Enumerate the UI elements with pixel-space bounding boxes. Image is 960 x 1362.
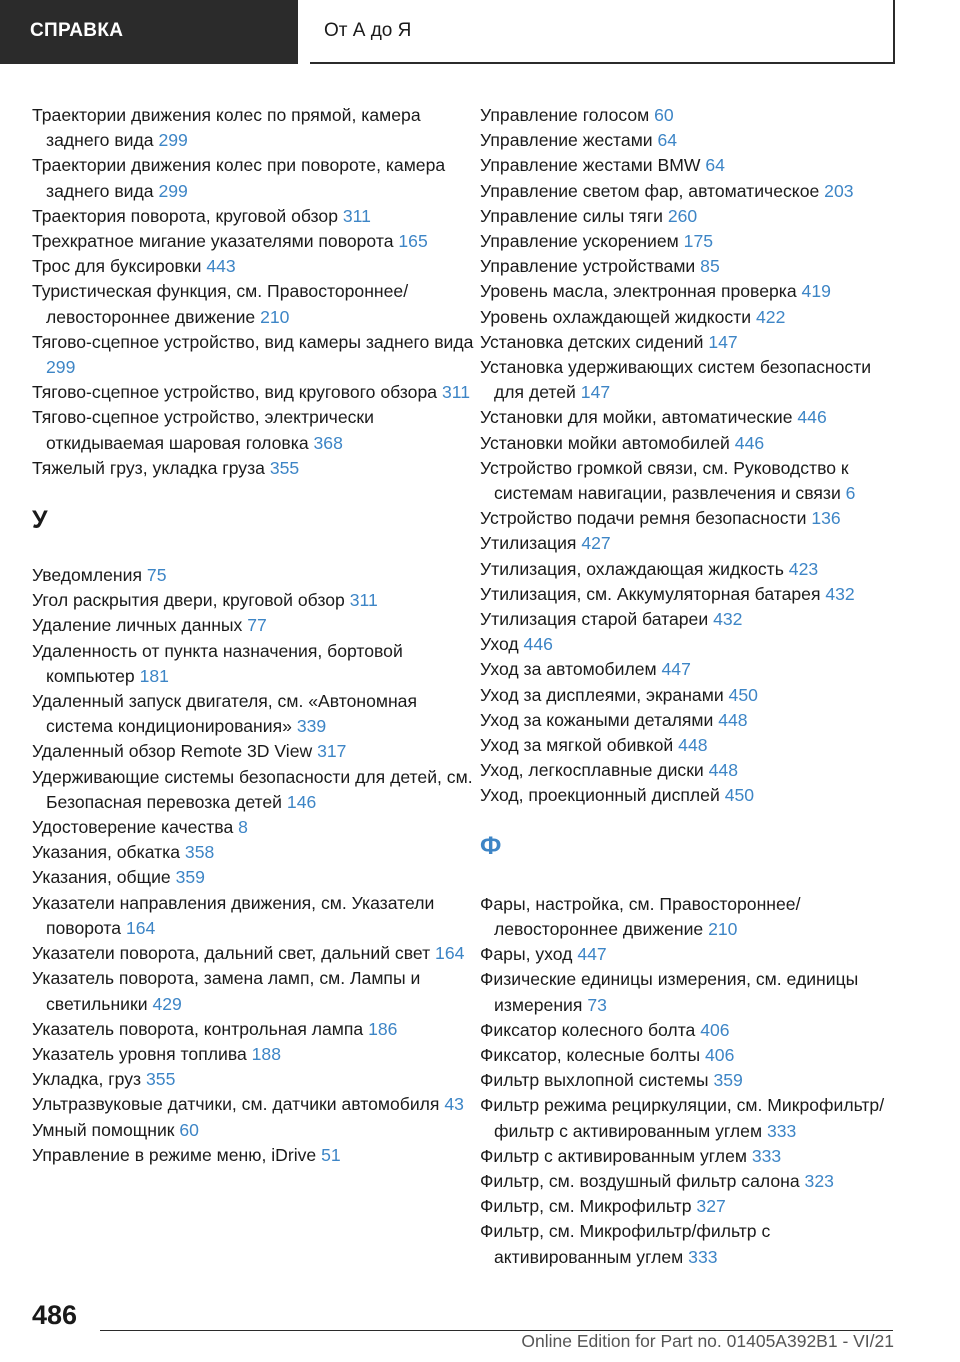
page-link[interactable]: 311 [342, 205, 371, 226]
index-entry-text: Указатели направления движения, см. Указатели поворота [32, 892, 435, 938]
page-link[interactable]: 406 [705, 1044, 735, 1065]
page-link[interactable]: 299 [46, 357, 76, 378]
page-link[interactable]: 203 [824, 180, 854, 201]
page-link[interactable]: 260 [667, 205, 698, 226]
index-entry [32, 1092, 477, 1117]
index-group-t [32, 103, 477, 481]
page-link[interactable]: 51 [321, 1144, 341, 1165]
index-entry-text: Уровень масла, электронная проверка [480, 281, 797, 302]
index-entry [32, 1042, 477, 1067]
index-entry-text: Уровень охлаждающей жидкости [480, 306, 752, 327]
index-entry-text: Удерживающие системы безопасности для детей, см. Безопасная перевозка детей [32, 766, 473, 812]
index-entry-text: Фары, настройка, см. Правостороннее/левостороннее движение [480, 893, 801, 939]
page-link[interactable]: 359 [175, 867, 205, 888]
page-link[interactable]: 165 [398, 231, 428, 252]
index-entry [32, 380, 477, 405]
index-entry-text: Управление жестами BMW [480, 155, 701, 176]
index-entry-text: Указатель уровня топлива [32, 1043, 247, 1064]
page-link[interactable]: 64 [657, 130, 678, 151]
index-entry-text: Траектории движения колес по прямой, камера заднего вида [32, 105, 421, 151]
index-entry-text: Установка удерживающих систем безопасности для детей [480, 357, 872, 403]
index-entry [32, 966, 477, 1016]
index-entry-text: Уход [480, 634, 519, 655]
subsection-tab [310, 0, 895, 64]
index-entry-text: Утилизация, см. Аккумуляторная батарея [480, 583, 821, 604]
index-entry [480, 179, 900, 204]
index-entry [480, 355, 900, 405]
index-entry-text: Уход за дисплеями, экранами [480, 684, 724, 705]
index-entry-text: Траектории движения колес при повороте, камера заднего вида [32, 155, 446, 201]
index-entry [32, 941, 477, 966]
page-link[interactable]: 443 [206, 256, 236, 277]
index-entry-text: Уход, проекционный дисплей [480, 785, 720, 806]
index-entry [480, 254, 900, 279]
page-link[interactable]: 368 [313, 432, 343, 453]
index-entry [480, 892, 900, 942]
index-entry-text: Устройство подачи ремня безопасности [480, 508, 807, 529]
index-entry [480, 1068, 900, 1093]
page-link[interactable]: 60 [179, 1119, 199, 1140]
page-link[interactable]: 359 [713, 1070, 743, 1091]
index-entry-text: Утилизация, охлаждающая жидкость [480, 558, 784, 579]
index-entry [32, 229, 477, 254]
page-link[interactable]: 6 [845, 483, 856, 504]
index-entry [480, 506, 900, 531]
index-letter-f: Ф [480, 831, 502, 860]
page-link[interactable]: 358 [184, 842, 215, 863]
index-entry [480, 531, 900, 556]
index-entry [32, 1067, 477, 1092]
page-link[interactable]: 447 [661, 659, 691, 680]
page-link[interactable]: 181 [139, 665, 169, 686]
index-entry [32, 1143, 477, 1168]
index-entry-text: Уход за автомобилем [480, 659, 657, 680]
index-entry [480, 657, 900, 682]
index-entry-text: Указания, общие [32, 867, 171, 888]
index-entry-text: Управление силы тяги [480, 205, 663, 226]
index-entry [32, 254, 477, 279]
index-entry [32, 330, 477, 380]
page-link[interactable]: 147 [580, 382, 611, 403]
index-entry [32, 153, 477, 203]
index-entry [480, 153, 900, 178]
index-entry-text: Установки для мойки, автоматические [480, 407, 793, 428]
index-entry-text: Ультразвуковые датчики, см. датчики автомобиля [32, 1094, 440, 1115]
index-entry-text: Управление устройствами [480, 256, 696, 277]
index-entry-text: Указания, обкатка [32, 842, 181, 863]
index-entry [32, 563, 477, 588]
index-entry [32, 456, 477, 481]
page-link[interactable]: 333 [751, 1145, 782, 1166]
index-entry [480, 632, 900, 657]
index-entry-text: Фильтр с активированным углем [480, 1145, 747, 1166]
index-entry [32, 840, 477, 865]
index-entry [32, 1118, 477, 1143]
page-link[interactable]: 333 [766, 1120, 797, 1141]
index-entry [480, 103, 900, 128]
page-link[interactable]: 422 [756, 306, 786, 327]
page-link[interactable]: 327 [696, 1196, 726, 1217]
index-entry [480, 330, 900, 355]
page-link[interactable]: 423 [788, 558, 819, 579]
index-entry [32, 588, 477, 613]
page-link[interactable]: 448 [718, 709, 748, 730]
index-entry-text: Устройство громкой связи, см. Руководство к системам навигации, развлечения и связи [480, 457, 849, 504]
page-link[interactable]: 429 [152, 993, 182, 1014]
index-entry-text: Утилизация [480, 533, 577, 554]
index-entry-text: Тяжелый груз, укладка груза [32, 457, 265, 478]
index-entry-text: Управление светом фар, автоматическое [480, 180, 820, 201]
page-link[interactable]: 299 [158, 180, 188, 201]
page-link[interactable]: 450 [724, 785, 755, 806]
page-link[interactable]: 432 [713, 609, 743, 630]
index-entry-text: Установка детских сидений [480, 331, 704, 352]
page-link[interactable]: 164 [435, 943, 465, 964]
index-entry [32, 815, 477, 840]
index-entry [32, 103, 477, 153]
index-entry-text: Трехкратное мигание указателями поворота [32, 231, 394, 252]
index-entry-text: Физические единицы измерения, см. единицы измерения [480, 969, 859, 1015]
index-entry [480, 229, 900, 254]
index-entry [32, 765, 477, 815]
page-link[interactable]: 77 [247, 615, 267, 636]
page-link[interactable]: 299 [158, 130, 188, 151]
index-entry-text: Укладка, груз [32, 1069, 142, 1090]
index-entry-text: Фильтр режима рециркуляции, см. Микрофильтр/фильтр с активированным углем [480, 1095, 885, 1141]
index-group-u-continued [480, 103, 900, 809]
index-entry-text: Удостоверение качества [32, 817, 234, 838]
index-entry-text: Фильтр, см. Микрофильтр/фильтр с активированным углем [480, 1221, 771, 1267]
page-number: 486 [32, 1300, 78, 1330]
index-entry [480, 405, 900, 430]
index-entry [480, 305, 900, 330]
index-entry-text: Фильтр выхлопной системы [480, 1070, 709, 1091]
index-column-left [32, 103, 477, 1168]
index-entry [480, 942, 900, 967]
page-link[interactable]: 448 [708, 760, 738, 781]
index-entry-text: Удаление личных данных [32, 615, 243, 636]
page-link[interactable]: 85 [700, 256, 720, 277]
index-entry-text: Удаленный обзор Remote 3D View [32, 741, 313, 762]
edition-note: Online Edition for Part no. 01405A392B1 - VI/21 [521, 1331, 894, 1351]
index-entry-text: Уход, легкосплавные диски [480, 760, 704, 781]
index-entry-text: Фильтр, см. Микрофильтр [480, 1196, 692, 1217]
index-entry-text: Уход за мягкой обивкой [480, 735, 674, 756]
page-link[interactable]: 446 [734, 432, 765, 453]
index-entry [480, 683, 900, 708]
index-entry-text: Управление голосом [480, 105, 650, 125]
page-link[interactable]: 210 [708, 918, 738, 939]
index-entry [480, 204, 900, 229]
index-entry-text: Угол раскрытия двери, круговой обзор [32, 590, 345, 611]
index-entry [480, 967, 900, 1017]
page-link[interactable]: 355 [269, 457, 300, 478]
page-link[interactable]: 446 [523, 634, 553, 655]
section-title: СПРАВКА [30, 20, 124, 41]
index-column-right [480, 103, 900, 1270]
page-link[interactable]: 427 [581, 533, 611, 554]
index-entry [480, 1093, 900, 1143]
index-entry-text: Управление в режиме меню, iDrive [32, 1144, 317, 1165]
index-entry-text: Фары, уход [480, 944, 573, 965]
index-entry [480, 1194, 900, 1219]
page-link[interactable]: 147 [708, 331, 738, 352]
index-entry [32, 279, 477, 329]
index-entry-text: Фильтр, см. воздушный фильтр салона [480, 1170, 800, 1191]
page-link[interactable]: 419 [801, 281, 831, 302]
index-entry-text: Указатели поворота, дальний свет, дальний свет [32, 943, 431, 964]
page-link[interactable]: 186 [368, 1018, 398, 1039]
index-entry [480, 1219, 900, 1269]
index-entry-text: Установки мойки автомобилей [480, 432, 730, 453]
page-link[interactable]: 317 [317, 741, 347, 762]
page-link[interactable]: 75 [146, 565, 167, 586]
page-link[interactable]: 146 [286, 791, 317, 812]
index-entry-text: Удаленность от пункта назначения, бортовой компьютер [32, 640, 403, 686]
index-entry [480, 733, 900, 758]
page-link[interactable]: 210 [260, 306, 290, 327]
page-link[interactable]: 323 [804, 1170, 834, 1191]
index-entry [480, 783, 900, 808]
index-entry [480, 279, 900, 304]
page-link[interactable]: 73 [587, 994, 607, 1015]
index-entry-text: Указатель поворота, замена ламп, см. Лампы и светильники [32, 968, 421, 1014]
index-entry-text: Умный помощник [32, 1119, 175, 1140]
section-tab [0, 0, 298, 64]
page-link[interactable]: 43 [444, 1094, 464, 1115]
index-entry [32, 204, 477, 229]
index-entry [32, 739, 477, 764]
page-link[interactable]: 64 [705, 155, 725, 176]
index-entry-text: Утилизация старой батареи [480, 609, 709, 630]
index-entry [32, 405, 477, 455]
index-entry-text: Тягово-сцепное устройство, электрически откидываемая шаровая головка [32, 407, 374, 453]
index-entry [480, 557, 900, 582]
page-link[interactable]: 175 [683, 231, 714, 252]
index-entry [32, 689, 477, 739]
page-link[interactable]: 355 [146, 1069, 176, 1090]
index-entry-text: Туристическая функция, см. Правостороннее/левостороннее движение [32, 281, 409, 327]
index-entry [480, 607, 900, 632]
page-link[interactable]: 406 [700, 1019, 730, 1040]
page-link[interactable]: 448 [678, 735, 708, 756]
index-entry [32, 1017, 477, 1042]
index-entry-text: Уведомления [32, 565, 143, 586]
index-entry-text: Управление ускорением [480, 231, 679, 252]
page-link[interactable]: 333 [688, 1246, 718, 1267]
index-entry-text: Траектория поворота, круговой обзор [32, 205, 338, 226]
index-entry [32, 865, 477, 890]
index-entry-text: Управление жестами [480, 130, 653, 151]
page-link[interactable]: 311 [349, 590, 378, 611]
index-entry [480, 758, 900, 783]
index-entry-text: Удаленный запуск двигателя, см. «Автономная система кондиционирования» [32, 691, 417, 737]
index-entry-text: Тягово-сцепное устройство, вид камеры заднего вида [32, 331, 474, 352]
index-group-u [32, 563, 477, 1168]
page-link[interactable]: 60 [654, 105, 674, 125]
page-link[interactable]: 450 [728, 684, 758, 705]
index-entry-text: Указатель поворота, контрольная лампа [32, 1018, 364, 1039]
page-link[interactable]: 188 [251, 1043, 281, 1064]
page-link[interactable]: 432 [825, 583, 855, 604]
index-entry [32, 891, 477, 941]
index-entry-text: Фиксатор, колесные болты [480, 1044, 701, 1065]
index-entry [32, 639, 477, 689]
index-entry-text: Трос для буксировки [32, 256, 202, 277]
index-entry-text: Тягово-сцепное устройство, вид кругового обзора [32, 382, 438, 403]
page-link[interactable]: 8 [238, 817, 248, 838]
page-link[interactable]: 339 [296, 716, 327, 737]
page-link[interactable]: 164 [125, 917, 156, 938]
index-entry [32, 613, 477, 638]
index-entry [480, 1043, 900, 1068]
index-entry [480, 582, 900, 607]
subsection-title: От А до Я [324, 20, 412, 41]
index-entry [480, 456, 900, 506]
index-entry-text: Фиксатор колесного болта [480, 1019, 696, 1040]
page-link[interactable]: 446 [797, 407, 827, 428]
index-letter-u: У [32, 506, 48, 535]
index-entry [480, 1018, 900, 1043]
index-entry [480, 431, 900, 456]
page-link[interactable]: 311 [441, 382, 470, 403]
index-group-f [480, 892, 900, 1270]
page-link[interactable]: 136 [811, 508, 841, 529]
index-entry-text: Уход за кожаными деталями [480, 709, 714, 730]
page-link[interactable]: 447 [577, 944, 607, 965]
index-entry [480, 1144, 900, 1169]
index-entry [480, 128, 900, 153]
index-entry [480, 708, 900, 733]
index-entry [480, 1169, 900, 1194]
